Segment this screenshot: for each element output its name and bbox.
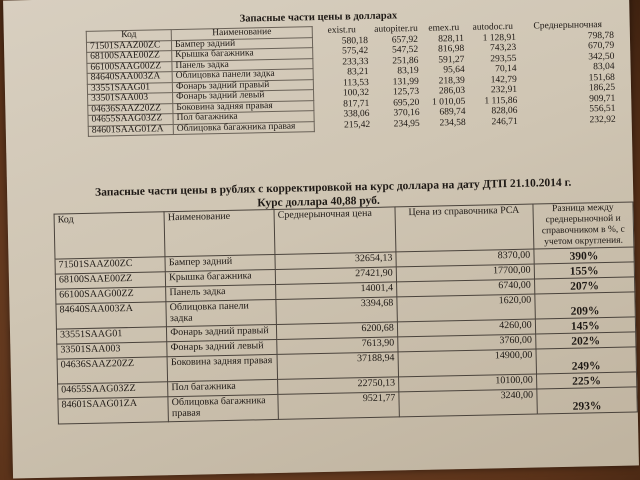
rub-diff: 225% [536, 372, 637, 389]
rub-name: Пол багажника [168, 379, 278, 396]
rub-header-avg: Среднерыночная цена [274, 207, 396, 255]
usd-emex: 95,64 [443, 64, 465, 76]
usd-avg: 186,25 [588, 82, 616, 94]
usd-emex: 816,98 [437, 43, 465, 55]
usd-code: 33551SAAG01 [87, 82, 172, 94]
rub-rsa: 8370,00 [396, 249, 534, 267]
rub-rsa: 3240,00 [399, 389, 537, 417]
usd-code: 33501SAA003 [88, 93, 173, 105]
usd-name: Фонарь задний правый [172, 79, 313, 92]
usd-avg: 670,79 [587, 40, 615, 52]
rub-header-diff: Разница между среднерыночной и справочником в %, с учетом округления. [533, 202, 634, 249]
usd-name: Боковина задняя правая [173, 100, 314, 113]
usd-emex: 689,74 [439, 106, 466, 118]
rub-code: 66100SAAG00ZZ [56, 287, 167, 304]
usd-name: Бампер задний [171, 37, 312, 50]
usd-name: Пол багажника [173, 111, 314, 124]
rub-diff: 145% [535, 317, 636, 334]
usd-emex: 591,27 [438, 54, 465, 66]
rub-code: 84640SAA003ZA [56, 302, 167, 329]
usd-autopiter: 83,19 [397, 65, 419, 77]
exchange-rate-line: Курс доллара 40,88 руб. [257, 194, 380, 210]
usd-autopiter: 251,86 [392, 55, 419, 66]
rub-rsa: 6740,00 [396, 279, 534, 297]
rub-avg: 9521,77 [278, 392, 399, 420]
rub-rsa: 14900,00 [398, 349, 536, 377]
usd-code: 66100SAAG00ZZ [87, 61, 172, 73]
rub-avg: 6200,68 [276, 322, 397, 340]
usd-header-autodoc: autodoc.ru [472, 21, 514, 33]
usd-avg: 909,71 [589, 93, 616, 104]
rub-name: Фонарь задний правый [167, 324, 277, 341]
usd-avg: 342,50 [588, 51, 615, 62]
usd-code: 84601SAAG01ZA [88, 124, 173, 136]
usd-exist: 580,18 [341, 35, 369, 47]
rub-name: Крышка багажника [165, 269, 275, 286]
rub-diff: 390% [534, 247, 635, 264]
usd-avg: 232,92 [589, 114, 616, 125]
rub-code: 68100SAAE00ZZ [55, 272, 166, 289]
rub-rsa: 1620,00 [397, 294, 535, 322]
usd-emex: 1 010,05 [431, 96, 466, 108]
rub-code: 33501SAA003 [57, 342, 168, 359]
usd-header-emex: emex.ru [428, 23, 460, 34]
rub-code: 04636SAAZ20ZZ [57, 357, 168, 384]
rub-name: Боковина задняя правая [167, 354, 277, 381]
usd-price-table [86, 20, 620, 137]
rub-name: Бампер задний [165, 254, 275, 271]
document-page [3, 0, 639, 479]
usd-exist: 215,42 [344, 119, 371, 130]
usd-exist: 233,33 [342, 56, 369, 68]
rub-name: Фонарь задний левый [167, 339, 277, 356]
usd-autodoc: 293,55 [490, 53, 517, 64]
rub-name: Облицовка панели задка [166, 299, 276, 326]
rub-header-rsa: Цена из справочника РСА [395, 204, 534, 252]
rub-avg: 27421,90 [275, 267, 396, 285]
usd-autodoc: 1 115,86 [484, 95, 518, 107]
usd-autodoc: 828,06 [491, 105, 518, 117]
rub-code: 84601SAAG01ZA [58, 397, 169, 424]
usd-exist: 817,71 [343, 98, 370, 110]
rub-avg: 14001,4 [276, 282, 397, 300]
usd-name: Крышка багажника [172, 48, 313, 61]
rub-diff: 202% [535, 332, 636, 349]
usd-autopiter: 234,95 [393, 118, 420, 129]
rub-avg: 7613,90 [277, 337, 398, 355]
usd-avg: 556,51 [589, 103, 616, 115]
usd-avg: 151,68 [588, 72, 615, 83]
usd-header-exist: exist.ru [327, 25, 356, 36]
rub-diff: 249% [536, 347, 637, 374]
usd-header-autopiter: autopiter.ru [374, 23, 418, 35]
rub-diff: 293% [537, 387, 638, 414]
usd-autopiter: 695,20 [393, 97, 420, 108]
rub-avg: 22750,13 [278, 377, 399, 395]
usd-header-avg: Среднерыночная [533, 20, 603, 32]
usd-autopiter: 125,73 [392, 86, 420, 98]
usd-emex: 218,39 [438, 75, 465, 86]
usd-name: Фонарь задний левый [173, 90, 314, 103]
rub-diff: 155% [534, 262, 635, 279]
rub-diff: 207% [534, 277, 635, 294]
rub-name: Облицовка багажника правая [168, 394, 278, 421]
usd-avg: 83,04 [593, 61, 615, 73]
usd-header-code: Код [86, 30, 171, 42]
rub-avg: 32654,13 [275, 252, 396, 270]
usd-code: 84640SAA003ZA [87, 72, 172, 84]
usd-autodoc: 142,79 [490, 74, 517, 85]
usd-autodoc: 246,71 [491, 116, 518, 127]
usd-avg: 798,78 [587, 30, 615, 41]
usd-exist: 338,06 [343, 108, 370, 120]
rub-header-name: Наименование [164, 209, 275, 256]
usd-exist: 113,53 [342, 77, 369, 89]
rub-code: 04655SAAG03ZZ [58, 382, 169, 399]
usd-autopiter: 370,16 [393, 107, 420, 119]
usd-emex: 286,03 [438, 85, 466, 97]
rub-rsa: 3760,00 [398, 334, 536, 352]
usd-autopiter: 131,99 [392, 76, 419, 87]
usd-exist: 100,32 [342, 87, 370, 99]
usd-code: 71501SAAZ00ZC [86, 40, 171, 52]
rub-price-table [54, 201, 638, 424]
usd-autopiter: 547,52 [391, 44, 419, 56]
usd-name: Облицовка панели задка [172, 69, 313, 82]
rub-header-code: Код [54, 212, 165, 259]
rub-code: 33551SAAG01 [56, 327, 167, 344]
rub-avg: 37188,94 [277, 352, 398, 380]
usd-exist: 575,42 [341, 45, 369, 57]
usd-code: 68100SAAE00ZZ [87, 51, 172, 63]
rub-code: 71501SAAZ00ZC [55, 257, 166, 274]
rub-name: Панель задка [166, 284, 276, 301]
rub-diff: 209% [535, 292, 636, 319]
usd-section-title: Запасные части цены в долларах [239, 10, 398, 25]
usd-autodoc: 70,14 [495, 63, 517, 75]
usd-code: 04655SAAG03ZZ [88, 114, 173, 126]
usd-exist: 83,21 [347, 66, 369, 78]
usd-autodoc: 1 128,91 [482, 32, 517, 44]
usd-autodoc: 743,23 [489, 42, 517, 54]
usd-code: 04636SAAZ20ZZ [88, 103, 173, 115]
usd-emex: 234,58 [439, 117, 466, 128]
rub-rsa: 17700,00 [396, 264, 534, 282]
usd-autopiter: 657,92 [391, 34, 419, 45]
rub-avg: 3394,68 [276, 297, 397, 325]
rub-rsa: 4260,00 [397, 319, 535, 337]
usd-name: Облицовка багажника правая [173, 121, 314, 134]
usd-emex: 828,11 [438, 33, 465, 45]
usd-autodoc: 232,91 [490, 84, 518, 96]
usd-header-name: Наименование [171, 27, 312, 40]
rub-rsa: 10100,00 [398, 374, 536, 392]
usd-name: Панель задка [172, 58, 313, 71]
rub-section-title: Запасные части цены в рублях с корректировкой на курс доллара на дату ДТП 21.10.2014 г. [94, 176, 572, 199]
